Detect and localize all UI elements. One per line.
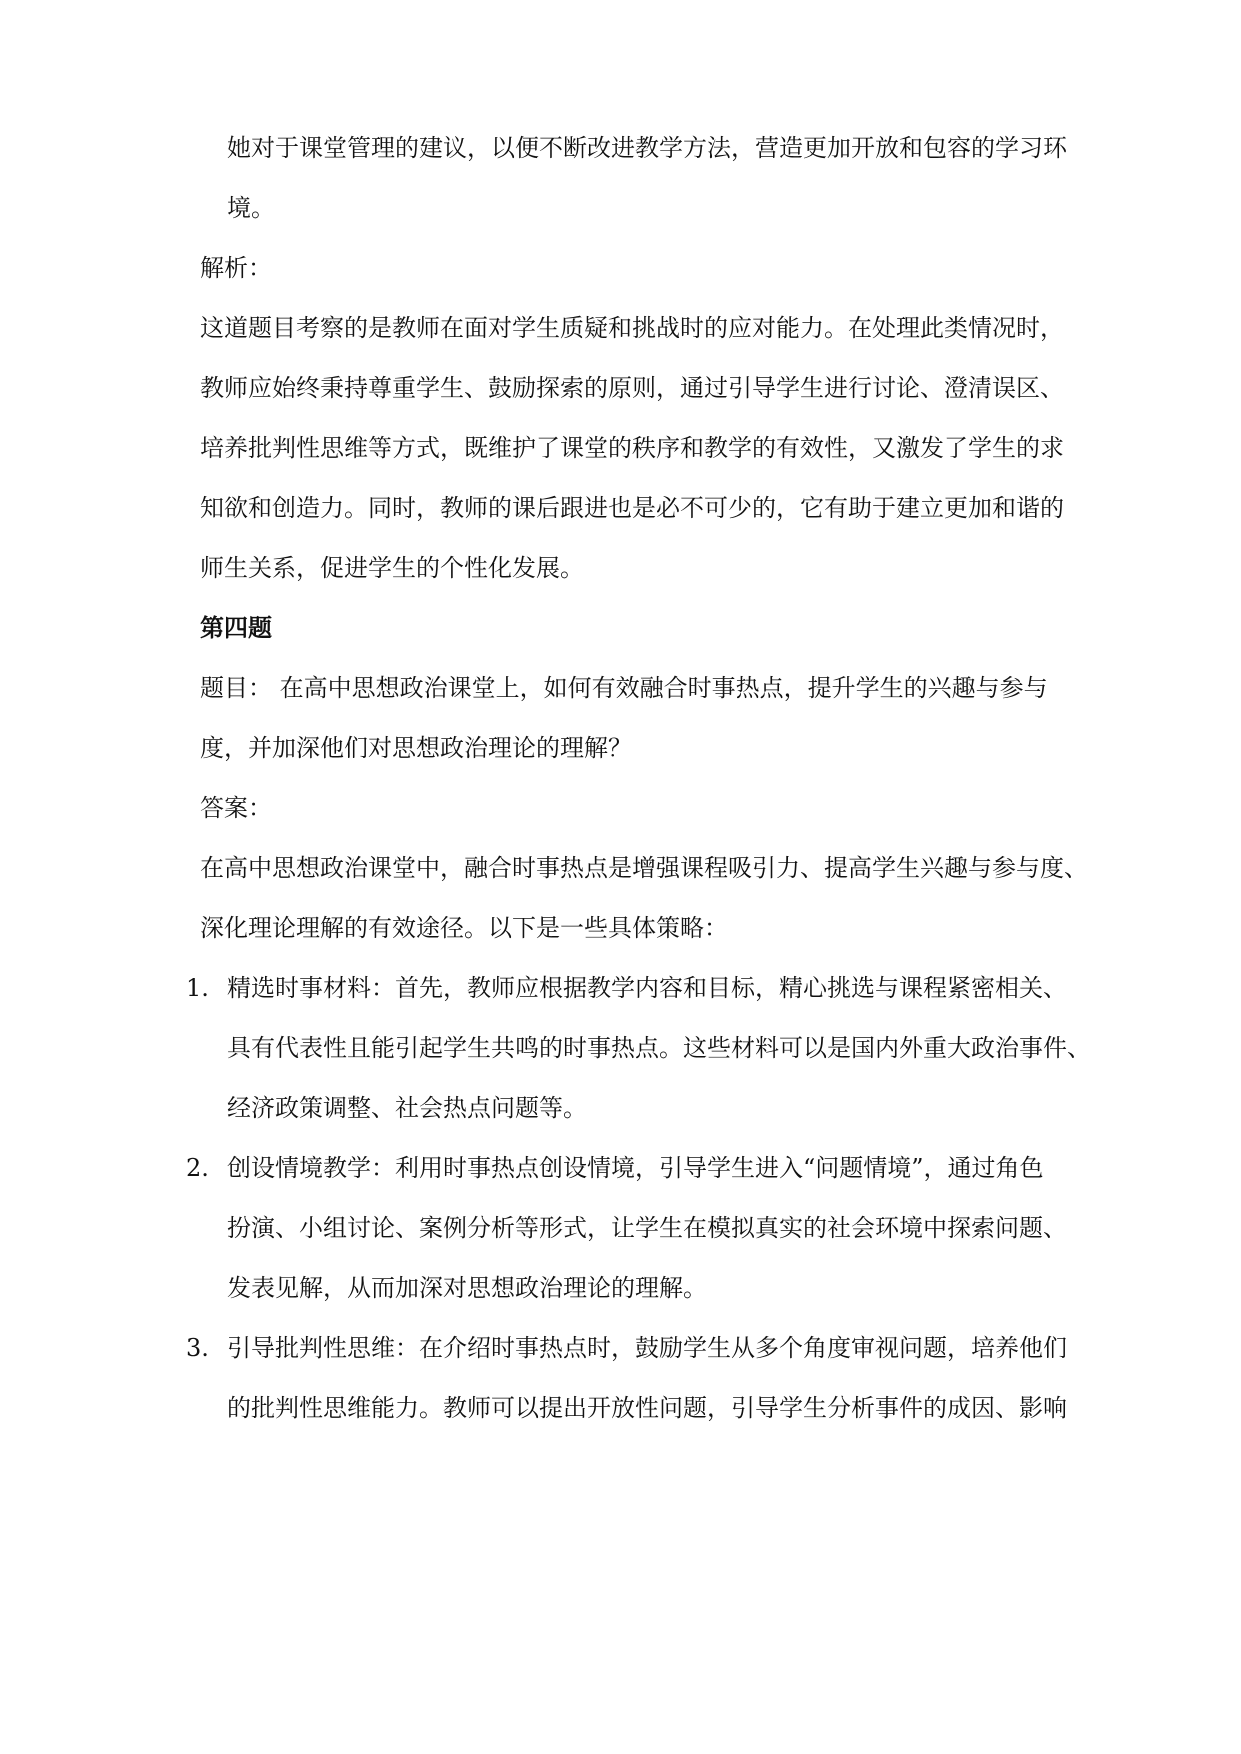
answer-intro-line: 深化理论理解的有效途径。以下是一些具体策略：	[200, 914, 728, 942]
previous-answer-line: 境。	[227, 194, 275, 222]
list-item-line: 经济政策调整、社会热点问题等。	[227, 1094, 587, 1122]
list-item-number: 3.	[186, 1334, 209, 1362]
question-line: 度，并加深他们对思想政治理论的理解？	[200, 734, 632, 762]
analysis-line: 这道题目考察的是教师在面对学生质疑和挑战时的应对能力。在处理此类情况时，	[200, 314, 1064, 342]
answer-label: 答案：	[200, 794, 272, 822]
list-item-line: 具有代表性且能引起学生共鸣的时事热点。这些材料可以是国内外重大政治事件、	[227, 1034, 1091, 1062]
list-item-line: 精选时事材料：首先，教师应根据教学内容和目标，精心挑选与课程紧密相关、	[227, 974, 1067, 1002]
list-item-line: 创设情境教学：利用时事热点创设情境，引导学生进入“问题情境”，通过角色	[227, 1154, 1044, 1182]
list-item-number: 1.	[186, 974, 209, 1002]
list-item-number: 2.	[186, 1154, 209, 1182]
question-heading: 第四题	[200, 613, 272, 642]
previous-answer-line: 她对于课堂管理的建议，以便不断改进教学方法，营造更加开放和包容的学习环	[227, 134, 1067, 162]
analysis-line: 培养批判性思维等方式，既维护了课堂的秩序和教学的有效性，又激发了学生的求	[200, 434, 1064, 462]
analysis-label: 解析：	[200, 254, 272, 282]
question-line: 题目： 在高中思想政治课堂上，如何有效融合时事热点，提升学生的兴趣与参与	[200, 674, 1048, 702]
list-item-line: 引导批判性思维：在介绍时事热点时，鼓励学生从多个角度审视问题，培养他们	[227, 1334, 1067, 1362]
analysis-line: 师生关系，促进学生的个性化发展。	[200, 554, 584, 582]
list-item-line: 的批判性思维能力。教师可以提出开放性问题，引导学生分析事件的成因、影响	[227, 1394, 1067, 1422]
answer-intro-line: 在高中思想政治课堂中，融合时事热点是增强课程吸引力、提高学生兴趣与参与度、	[200, 854, 1088, 882]
analysis-line: 知欲和创造力。同时，教师的课后跟进也是必不可少的，它有助于建立更加和谐的	[200, 494, 1064, 522]
list-item-line: 扮演、小组讨论、案例分析等形式，让学生在模拟真实的社会环境中探索问题、	[227, 1214, 1067, 1242]
analysis-line: 教师应始终秉持尊重学生、鼓励探索的原则，通过引导学生进行讨论、澄清误区、	[200, 374, 1064, 402]
list-item-line: 发表见解，从而加深对思想政治理论的理解。	[227, 1274, 707, 1302]
